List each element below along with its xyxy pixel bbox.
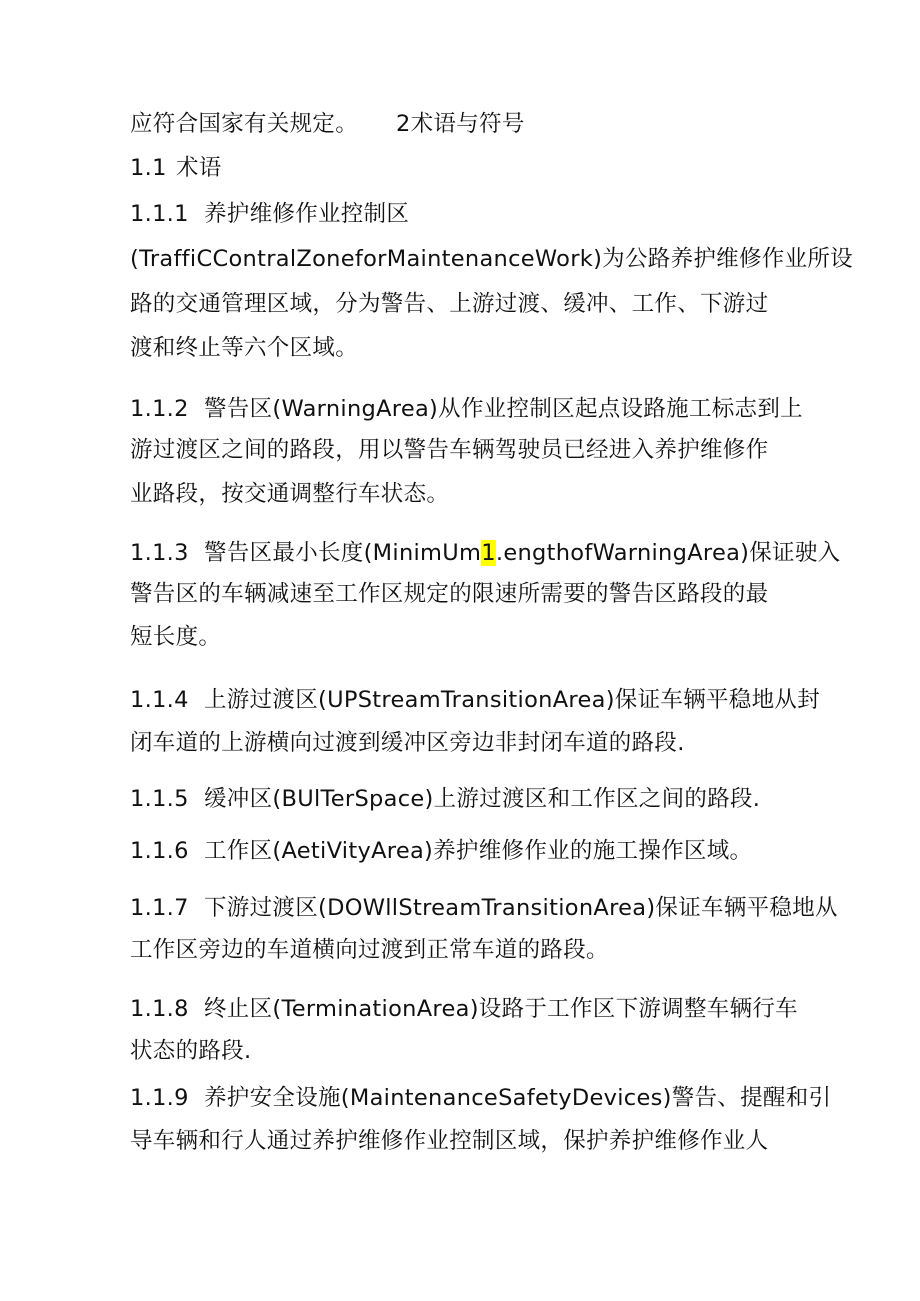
term-number: 1.1.7 <box>130 895 189 921</box>
line-text: 路的交通管理区域，分为警告、上游过渡、缓冲、工作、下游过 <box>130 291 769 317</box>
term-1-1-2 <box>130 394 803 424</box>
line-text: 导车辆和行人通过养护维修作业控制区域，保护养护维修作业人 <box>130 1128 769 1154</box>
line-text: 警告区的车辆减速至工作区规定的限速所需要的警告区路段的最 <box>130 581 769 607</box>
term-number: 1.1.6 <box>130 838 189 864</box>
term-text: 警告区(WarningArea)从作业控制区起点设路施工标志到上 <box>204 396 803 422</box>
paragraph-line <box>130 244 853 274</box>
paragraph-line <box>130 935 609 965</box>
term-1-1-7 <box>130 893 838 923</box>
chapter-title: 2术语与符号 <box>396 111 525 137</box>
term-1-1-4 <box>130 685 820 715</box>
term-number: 1.1.9 <box>130 1085 189 1111</box>
term-text: 工作区(AetiVityArea)养护维修作业的施工操作区域。 <box>204 838 753 864</box>
line-text: 短长度。 <box>130 624 222 650</box>
term-number: 1.1.3 <box>130 540 189 566</box>
term-text-post: .engthofWarningArea)保证驶入 <box>495 540 841 566</box>
section-title: 术语 <box>176 155 222 181</box>
line-text: (TraffiCContralZoneforMaintenanceWork)为公路养护维修作业所设 <box>130 246 853 272</box>
term-text: 上游过渡区(UPStreamTransitionArea)保证车辆平稳地从封 <box>204 687 820 713</box>
paragraph-line <box>130 333 358 363</box>
paragraph-line <box>130 289 768 319</box>
paragraph-line <box>130 579 768 609</box>
intro-line <box>130 109 525 139</box>
line-text: 闭车道的上游横向过渡到缓冲区旁边非封闭车道的路段. <box>130 730 685 756</box>
section-number: 1.1 <box>130 155 167 181</box>
paragraph-line <box>130 435 768 465</box>
term-text: 养护安全设施(MaintenanceSafetyDevices)警告、提醒和引 <box>204 1085 832 1111</box>
line-text: 工作区旁边的车道横向过渡到正常车道的路段。 <box>130 937 609 963</box>
line-text: 渡和终止等六个区域。 <box>130 335 359 361</box>
term-1-1-1 <box>130 199 409 229</box>
highlighted-text: 1 <box>481 540 496 566</box>
section-heading <box>130 153 222 183</box>
term-text: 下游过渡区(DOWllStreamTransitionArea)保证车辆平稳地从 <box>204 895 838 921</box>
term-number: 1.1.4 <box>130 687 189 713</box>
paragraph-line <box>130 1036 251 1066</box>
term-text-pre: 警告区最小长度(MinimUm <box>204 540 482 566</box>
term-number: 1.1.5 <box>130 786 189 812</box>
term-number: 1.1.2 <box>130 396 189 422</box>
line-text: 业路段，按交通调整行车状态。 <box>130 481 450 507</box>
paragraph-line <box>130 622 221 652</box>
intro-text: 应符合国家有关规定。 <box>130 111 359 137</box>
term-text: 终止区(TerminationArea)设路于工作区下游调整车辆行车 <box>204 996 798 1022</box>
term-1-1-9 <box>130 1083 831 1113</box>
paragraph-line <box>130 479 449 509</box>
term-number: 1.1.1 <box>130 201 189 227</box>
term-text: 缓冲区(BUlTerSpace)上游过渡区和工作区之间的路段. <box>204 786 761 812</box>
term-text: 养护维修作业控制区 <box>204 201 410 227</box>
line-text: 状态的路段. <box>130 1038 252 1064</box>
term-1-1-5 <box>130 784 760 814</box>
paragraph-line <box>130 1126 768 1156</box>
term-1-1-6 <box>130 836 752 866</box>
line-text: 游过渡区之间的路段，用以警告车辆驾驶员已经进入养护维修作 <box>130 437 769 463</box>
paragraph-line <box>130 728 685 758</box>
term-1-1-8 <box>130 994 798 1024</box>
term-number: 1.1.8 <box>130 996 189 1022</box>
term-1-1-3 <box>130 538 840 568</box>
